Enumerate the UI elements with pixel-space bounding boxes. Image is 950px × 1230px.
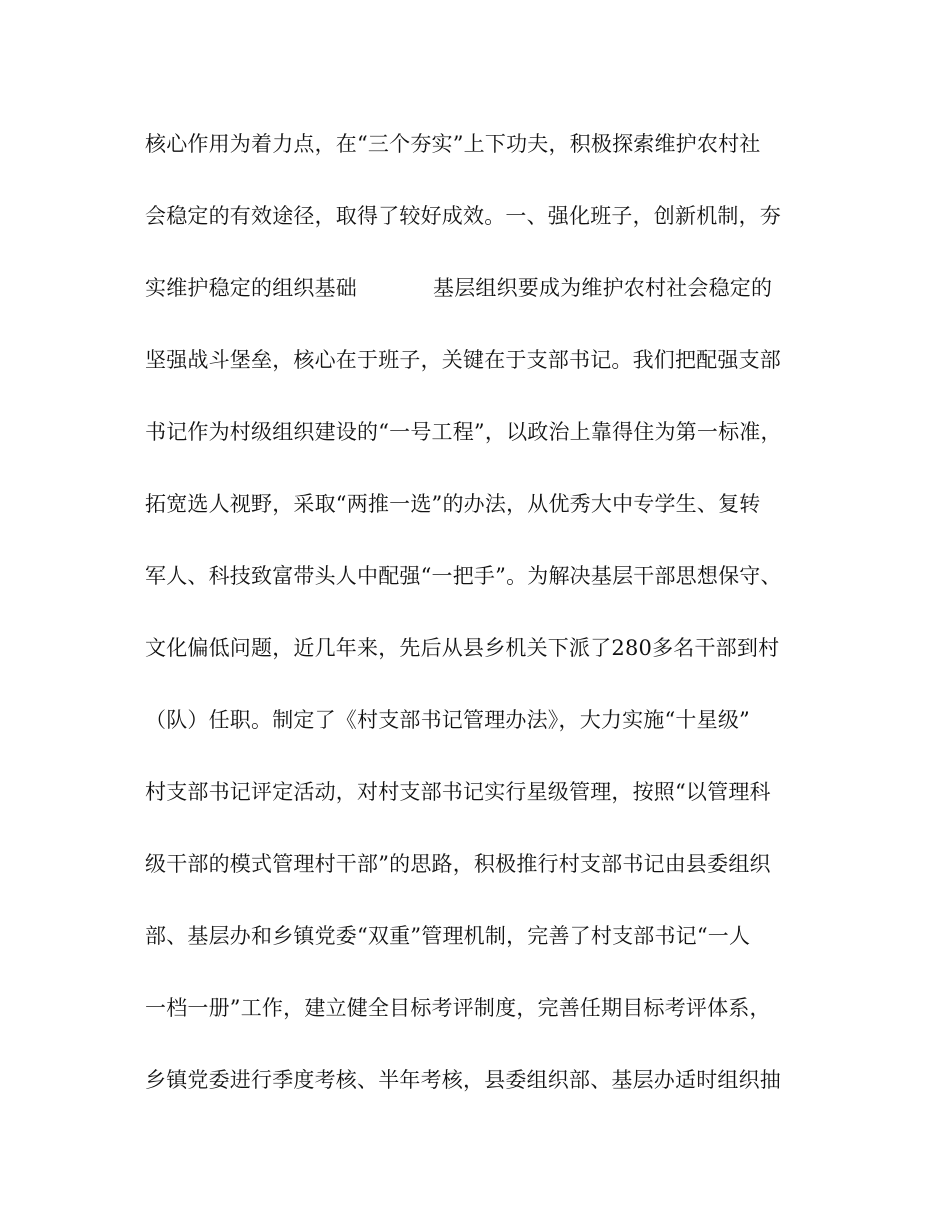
text-line-14: 乡镇党委进行季度考核、半年考核，县委组织部、基层办适时组织抽 <box>145 1068 781 1092</box>
section-heading: 实维护稳定的组织基础 <box>145 276 357 300</box>
text-line-8: 文化偏低问题，近几年来，先后从县乡机关下派了280多名干部到村 <box>145 636 780 660</box>
text-line-4: 坚强战斗堡垒，核心在于班子，关键在于支部书记。我们把配强支部 <box>145 348 781 372</box>
text-line-7: 军人、科技致富带头人中配强“一把手”。为解决基层干部思想保守、 <box>145 564 782 588</box>
text-line-10: 村支部书记评定活动，对村支部书记实行星级管理，按照“以管理科 <box>145 780 771 804</box>
text-line-5: 书记作为村级组织建设的“一号工程”，以政治上靠得住为第一标准， <box>145 420 782 444</box>
text-line-3 <box>145 268 845 340</box>
text-line-9: （队）任职。制定了《村支部书记管理办法》，大力实施“十星级” <box>145 708 750 732</box>
text-line-6: 拓宽选人视野，采取“两推一选”的办法，从优秀大中专学生、复转 <box>145 492 761 516</box>
text-line-1: 核心作用为着力点，在“三个夯实”上下功夫，积极探索维护农村社 <box>145 132 761 156</box>
paragraph-start: 基层组织要成为维护农村社会稳定的 <box>433 276 773 300</box>
text-line-2: 会稳定的有效途径，取得了较好成效。一、强化班子，创新机制，夯 <box>145 204 781 228</box>
text-line-12: 部、基层办和乡镇党委“双重”管理机制，完善了村支部书记“一人 <box>145 924 751 948</box>
text-line-13: 一档一册”工作，建立健全目标考评制度，完善任期目标考评体系， <box>145 996 771 1020</box>
body-text <box>145 124 845 1132</box>
text-line-11: 级干部的模式管理村干部”的思路，积极推行村支部书记由县委组织 <box>145 852 771 876</box>
